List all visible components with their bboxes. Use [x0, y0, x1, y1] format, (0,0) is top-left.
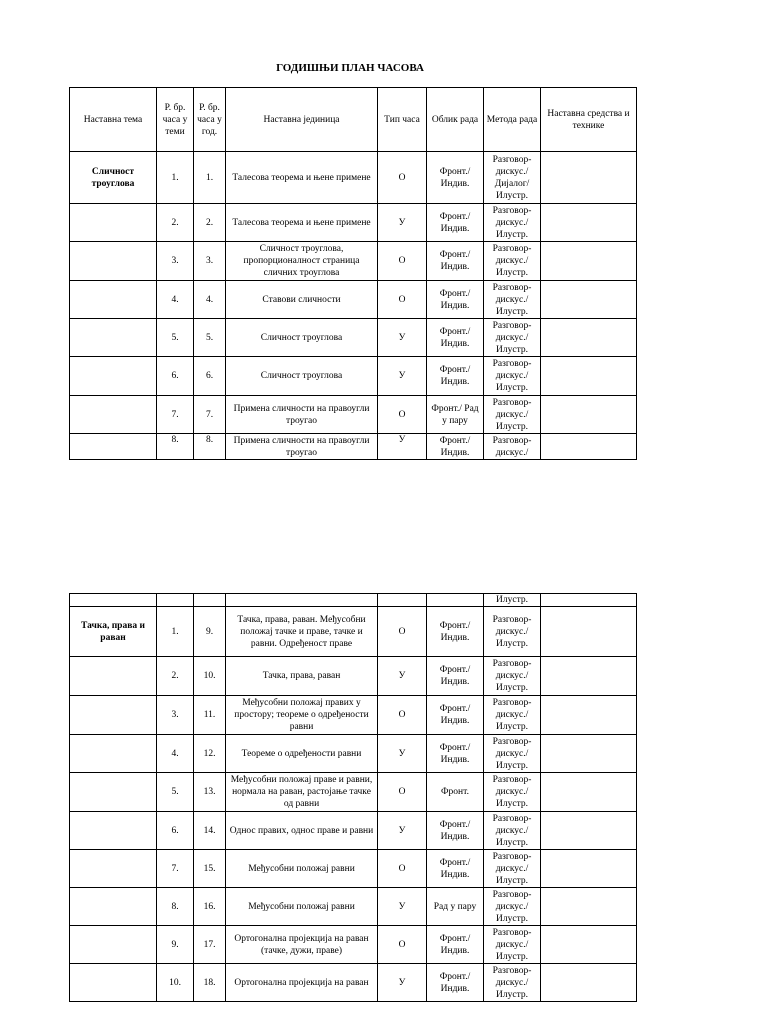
unit-cell: Теореме о одређености равни	[226, 735, 378, 773]
form-cell: Фронт./ Индив.	[427, 926, 484, 964]
table-row	[70, 773, 637, 812]
table-row	[70, 204, 637, 242]
table-row	[70, 434, 637, 460]
form-cell: Фронт./ Индив.	[427, 319, 484, 357]
method-cell: Разговор-дискус./ Дијалог/ Илустр.	[484, 152, 541, 204]
type-cell: У	[378, 319, 427, 357]
topic-cell	[70, 812, 157, 850]
year-number-cell: 3.	[194, 242, 226, 281]
unit-cell: Ортогонална пројекција на раван (тачке, дужи, праве)	[226, 926, 378, 964]
topic-cell	[70, 204, 157, 242]
table-row	[70, 594, 637, 607]
type-cell: О	[378, 850, 427, 888]
unit-cell: Сличност троуглова, пропорционалност страница сличних троуглова	[226, 242, 378, 281]
lesson-number-cell: 8.	[157, 434, 194, 460]
year-number-cell: 8.	[194, 434, 226, 460]
table-row	[70, 357, 637, 396]
topic-cell	[70, 434, 157, 460]
means-cell	[541, 888, 637, 926]
lesson-number-cell: 1.	[157, 152, 194, 204]
type-cell: О	[378, 152, 427, 204]
table-row	[70, 607, 637, 657]
table-row	[70, 888, 637, 926]
table-row	[70, 152, 637, 204]
lesson-number-cell: 6.	[157, 812, 194, 850]
unit-cell	[226, 594, 378, 607]
form-cell: Фронт./ Индив.	[427, 242, 484, 281]
topic-cell: Сличност троуглова	[70, 152, 157, 204]
topic-cell	[70, 657, 157, 696]
table-row	[70, 319, 637, 357]
form-cell: Фронт./ Индив.	[427, 434, 484, 460]
year-number-cell: 15.	[194, 850, 226, 888]
means-cell	[541, 696, 637, 735]
year-number-cell: 11.	[194, 696, 226, 735]
method-cell: Разговор-дискус./ Илустр.	[484, 607, 541, 657]
form-cell: Фронт./ Рад у пару	[427, 396, 484, 434]
header-unit: Наставна јединица	[226, 88, 378, 152]
header-means: Наставна средства и технике	[541, 88, 637, 152]
method-cell: Разговор-дискус./ Илустр.	[484, 657, 541, 696]
method-cell: Разговор-дискус./ Илустр.	[484, 319, 541, 357]
lesson-number-cell: 5.	[157, 319, 194, 357]
type-cell: У	[378, 657, 427, 696]
type-cell: У	[378, 964, 427, 1002]
method-cell: Разговор-дискус./ Илустр.	[484, 735, 541, 773]
unit-cell: Међусобни положај правих у простору; теореме о одређености равни	[226, 696, 378, 735]
table-row	[70, 850, 637, 888]
method-cell: Разговор-дискус./	[484, 434, 541, 460]
type-cell: У	[378, 204, 427, 242]
lesson-number-cell: 4.	[157, 735, 194, 773]
form-cell: Фронт./ Индив.	[427, 607, 484, 657]
header-num-year: Р. бр. часа у год.	[194, 88, 226, 152]
unit-cell: Ортогонална пројекција на раван	[226, 964, 378, 1002]
form-cell: Фронт./ Индив.	[427, 152, 484, 204]
means-cell	[541, 152, 637, 204]
lesson-number-cell	[157, 594, 194, 607]
means-cell	[541, 434, 637, 460]
topic-cell	[70, 242, 157, 281]
form-cell: Фронт./ Индив.	[427, 850, 484, 888]
method-cell: Разговор-дискус./ Илустр.	[484, 242, 541, 281]
means-cell	[541, 281, 637, 319]
table-row	[70, 281, 637, 319]
unit-cell: Тачка, права, раван	[226, 657, 378, 696]
table-row	[70, 396, 637, 434]
lesson-number-cell: 1.	[157, 607, 194, 657]
header-topic: Наставна тема	[70, 88, 157, 152]
means-cell	[541, 204, 637, 242]
lesson-number-cell: 4.	[157, 281, 194, 319]
lesson-number-cell: 6.	[157, 357, 194, 396]
year-number-cell: 4.	[194, 281, 226, 319]
year-number-cell: 10.	[194, 657, 226, 696]
year-number-cell: 6.	[194, 357, 226, 396]
table-row	[70, 242, 637, 281]
type-cell: У	[378, 735, 427, 773]
form-cell: Фронт./ Индив.	[427, 812, 484, 850]
topic-cell	[70, 964, 157, 1002]
form-cell: Фронт./ Индив.	[427, 204, 484, 242]
topic-cell	[70, 319, 157, 357]
topic-cell: Тачка, права и раван	[70, 607, 157, 657]
topic-cell	[70, 281, 157, 319]
year-number-cell: 9.	[194, 607, 226, 657]
header-num-topic: Р. бр. часа у теми	[157, 88, 194, 152]
year-number-cell: 2.	[194, 204, 226, 242]
means-cell	[541, 926, 637, 964]
type-cell: У	[378, 888, 427, 926]
unit-cell: Однос правих, однос праве и равни	[226, 812, 378, 850]
unit-cell: Примена сличности на правоугли троугао	[226, 434, 378, 460]
topic-cell	[70, 696, 157, 735]
lesson-number-cell: 10.	[157, 964, 194, 1002]
means-cell	[541, 594, 637, 607]
topic-cell	[70, 594, 157, 607]
method-cell: Разговор-дискус./ Илустр.	[484, 964, 541, 1002]
method-cell: Разговор-дискус./ Илустр.	[484, 773, 541, 812]
year-number-cell: 17.	[194, 926, 226, 964]
unit-cell: Међусобни положај равни	[226, 888, 378, 926]
type-cell: О	[378, 242, 427, 281]
type-cell: О	[378, 696, 427, 735]
means-cell	[541, 242, 637, 281]
means-cell	[541, 773, 637, 812]
method-cell: Илустр.	[484, 594, 541, 607]
type-cell: О	[378, 926, 427, 964]
unit-cell: Међусобни положај праве и равни, нормала на раван, растојање тачке од равни	[226, 773, 378, 812]
method-cell: Разговор-дискус./ Илустр.	[484, 357, 541, 396]
topic-cell	[70, 396, 157, 434]
type-cell	[378, 594, 427, 607]
unit-cell: Међусобни положај равни	[226, 850, 378, 888]
year-number-cell: 14.	[194, 812, 226, 850]
table-row	[70, 926, 637, 964]
means-cell	[541, 319, 637, 357]
form-cell: Фронт.	[427, 773, 484, 812]
lesson-number-cell: 2.	[157, 657, 194, 696]
year-number-cell: 12.	[194, 735, 226, 773]
year-number-cell: 5.	[194, 319, 226, 357]
method-cell: Разговор-дискус./ Илустр.	[484, 396, 541, 434]
unit-cell: Сличност троуглова	[226, 319, 378, 357]
method-cell: Разговор-дискус./ Илустр.	[484, 281, 541, 319]
table-row	[70, 696, 637, 735]
means-cell	[541, 657, 637, 696]
table-row	[70, 812, 637, 850]
form-cell: Фронт./ Индив.	[427, 281, 484, 319]
type-cell: У	[378, 434, 427, 460]
method-cell: Разговор-дискус./ Илустр.	[484, 888, 541, 926]
form-cell: Фронт./ Индив.	[427, 657, 484, 696]
means-cell	[541, 735, 637, 773]
form-cell: Рад у пару	[427, 888, 484, 926]
lesson-number-cell: 7.	[157, 850, 194, 888]
lesson-number-cell: 8.	[157, 888, 194, 926]
table-row	[70, 964, 637, 1002]
means-cell	[541, 396, 637, 434]
annual-plan-table-page1	[69, 87, 637, 460]
year-number-cell: 1.	[194, 152, 226, 204]
method-cell: Разговор-дискус./ Илустр.	[484, 812, 541, 850]
type-cell: У	[378, 812, 427, 850]
type-cell: О	[378, 396, 427, 434]
type-cell: О	[378, 773, 427, 812]
means-cell	[541, 964, 637, 1002]
lesson-number-cell: 9.	[157, 926, 194, 964]
year-number-cell: 13.	[194, 773, 226, 812]
form-cell	[427, 594, 484, 607]
lesson-number-cell: 3.	[157, 242, 194, 281]
year-number-cell: 7.	[194, 396, 226, 434]
lesson-number-cell: 2.	[157, 204, 194, 242]
unit-cell: Талесова теорема и њене примене	[226, 204, 378, 242]
means-cell	[541, 850, 637, 888]
unit-cell: Тачка, права, раван. Међусобни положај тачке и праве, тачке и равни. Одређеност праве	[226, 607, 378, 657]
header-row	[70, 88, 637, 152]
header-method: Метода рада	[484, 88, 541, 152]
annual-plan-table-page2	[69, 593, 637, 1002]
method-cell: Разговор-дискус./ Илустр.	[484, 850, 541, 888]
header-form: Облик рада	[427, 88, 484, 152]
lesson-number-cell: 7.	[157, 396, 194, 434]
year-number-cell: 18.	[194, 964, 226, 1002]
topic-cell	[70, 850, 157, 888]
type-cell: О	[378, 607, 427, 657]
means-cell	[541, 607, 637, 657]
method-cell: Разговор-дискус./ Илустр.	[484, 926, 541, 964]
form-cell: Фронт./ Индив.	[427, 735, 484, 773]
form-cell: Фронт./ Индив.	[427, 357, 484, 396]
lesson-number-cell: 5.	[157, 773, 194, 812]
unit-cell: Сличност троуглова	[226, 357, 378, 396]
form-cell: Фронт./ Индив.	[427, 964, 484, 1002]
header-type: Тип часа	[378, 88, 427, 152]
form-cell: Фронт./ Индив.	[427, 696, 484, 735]
means-cell	[541, 357, 637, 396]
table-row	[70, 657, 637, 696]
unit-cell: Ставови сличности	[226, 281, 378, 319]
topic-cell	[70, 357, 157, 396]
unit-cell: Примена сличности на правоугли троугао	[226, 396, 378, 434]
page-title: ГОДИШЊИ ПЛАН ЧАСОВА	[276, 62, 424, 74]
year-number-cell	[194, 594, 226, 607]
means-cell	[541, 812, 637, 850]
method-cell: Разговор-дискус./ Илустр.	[484, 696, 541, 735]
topic-cell	[70, 888, 157, 926]
type-cell: У	[378, 357, 427, 396]
lesson-number-cell: 3.	[157, 696, 194, 735]
topic-cell	[70, 926, 157, 964]
topic-cell	[70, 773, 157, 812]
table-row	[70, 735, 637, 773]
unit-cell: Талесова теорема и њене примене	[226, 152, 378, 204]
type-cell: О	[378, 281, 427, 319]
topic-cell	[70, 735, 157, 773]
year-number-cell: 16.	[194, 888, 226, 926]
method-cell: Разговор-дискус./ Илустр.	[484, 204, 541, 242]
